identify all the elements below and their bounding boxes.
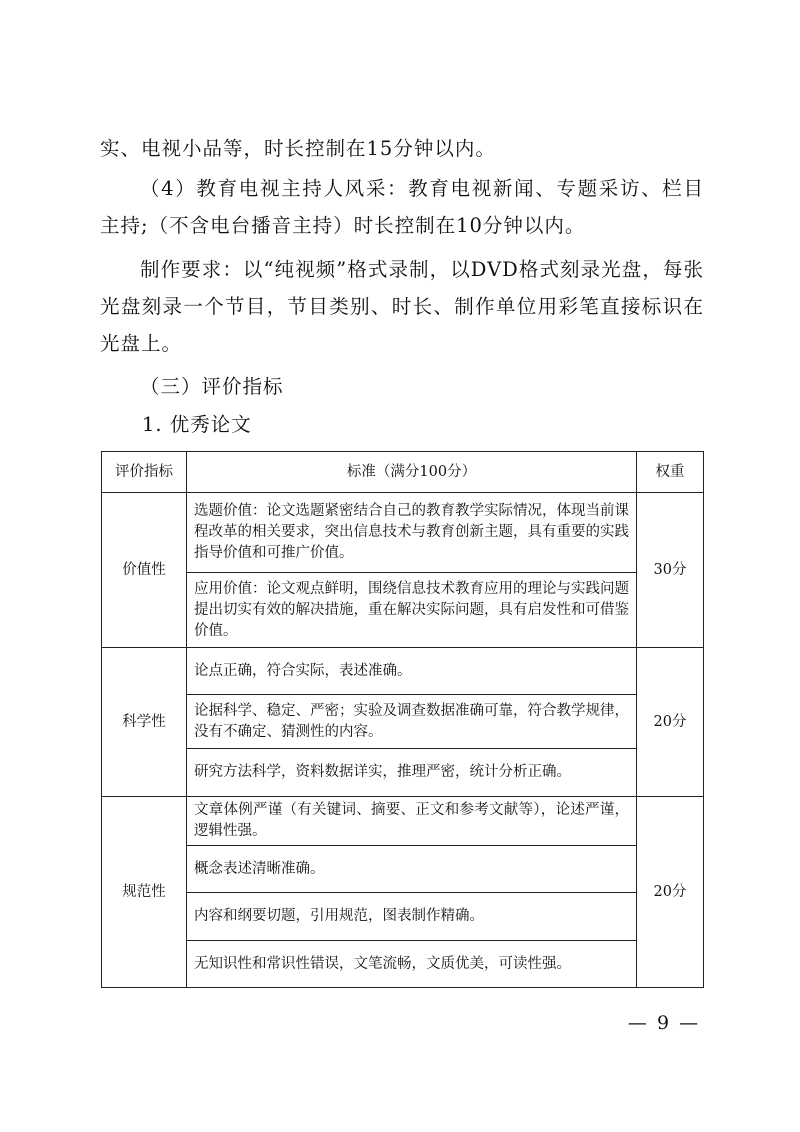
header-cell-indicator: 评价指标 xyxy=(102,452,187,493)
category-cell: 科学性 xyxy=(102,648,187,797)
table-row xyxy=(102,648,704,695)
sub-heading: 1. 优秀论文 xyxy=(142,413,252,436)
header-cell-weight: 权重 xyxy=(637,452,704,493)
paragraph-continuation: 实、电视小品等，时长控制在15分钟以内。 xyxy=(100,137,496,160)
table-row xyxy=(102,493,704,573)
category-cell: 价值性 xyxy=(102,493,187,648)
table-row xyxy=(102,797,704,846)
table-row xyxy=(102,695,704,749)
section-heading: （三）评价指标 xyxy=(140,375,284,398)
table-row xyxy=(102,573,704,648)
paragraph-host-category: （4）教育电视主持人风采：教育电视新闻、专题采访、栏目主持;（不含电台播音主持）时长控制在10分钟以内。 xyxy=(100,177,704,237)
weight-cell: 20分 xyxy=(637,797,704,988)
weight-cell: 30分 xyxy=(637,493,704,648)
criterion-cell: 文章体例严谨（有关键词、摘要、正文和参考文献等），论述严谨，逻辑性强。 xyxy=(187,797,637,846)
criterion-cell: 研究方法科学，资料数据详实，推理严密，统计分析正确。 xyxy=(187,749,637,797)
table-row xyxy=(102,893,704,941)
criterion-cell: 内容和纲要切题，引用规范，图表制作精确。 xyxy=(187,893,637,941)
table-row xyxy=(102,941,704,988)
header-cell-standard: 标准（满分100分） xyxy=(187,452,637,493)
table-header-row xyxy=(102,452,704,493)
criterion-cell: 论点正确，符合实际，表述准确。 xyxy=(187,648,637,695)
paragraph-production-requirements: 制作要求：以“纯视频”格式录制，以DVD格式刻录光盘，每张光盘刻录一个节目，节目类别、时长、制作单位用彩笔直接标识在光盘上。 xyxy=(100,258,704,355)
category-cell: 规范性 xyxy=(102,797,187,988)
evaluation-table xyxy=(101,451,704,988)
criterion-cell: 概念表述清晰准确。 xyxy=(187,846,637,893)
page-number: — 9 — xyxy=(627,1012,701,1034)
weight-cell: 20分 xyxy=(637,648,704,797)
criterion-cell: 无知识性和常识性错误，文笔流畅，文质优美，可读性强。 xyxy=(187,941,637,988)
criterion-cell: 论据科学、稳定、严密；实验及调查数据准确可靠，符合教学规律，没有不确定、猜测性的内容。 xyxy=(187,695,637,749)
table-row xyxy=(102,749,704,797)
criterion-cell: 应用价值：论文观点鲜明，围绕信息技术教育应用的理论与实践问题提出切实有效的解决措施，重在解决实际问题，具有启发性和可借鉴价值。 xyxy=(187,573,637,648)
table-row xyxy=(102,846,704,893)
criterion-cell: 选题价值：论文选题紧密结合自己的教育教学实际情况，体现当前课程改革的相关要求，突出信息技术与教育创新主题，具有重要的实践指导价值和可推广价值。 xyxy=(187,493,637,573)
